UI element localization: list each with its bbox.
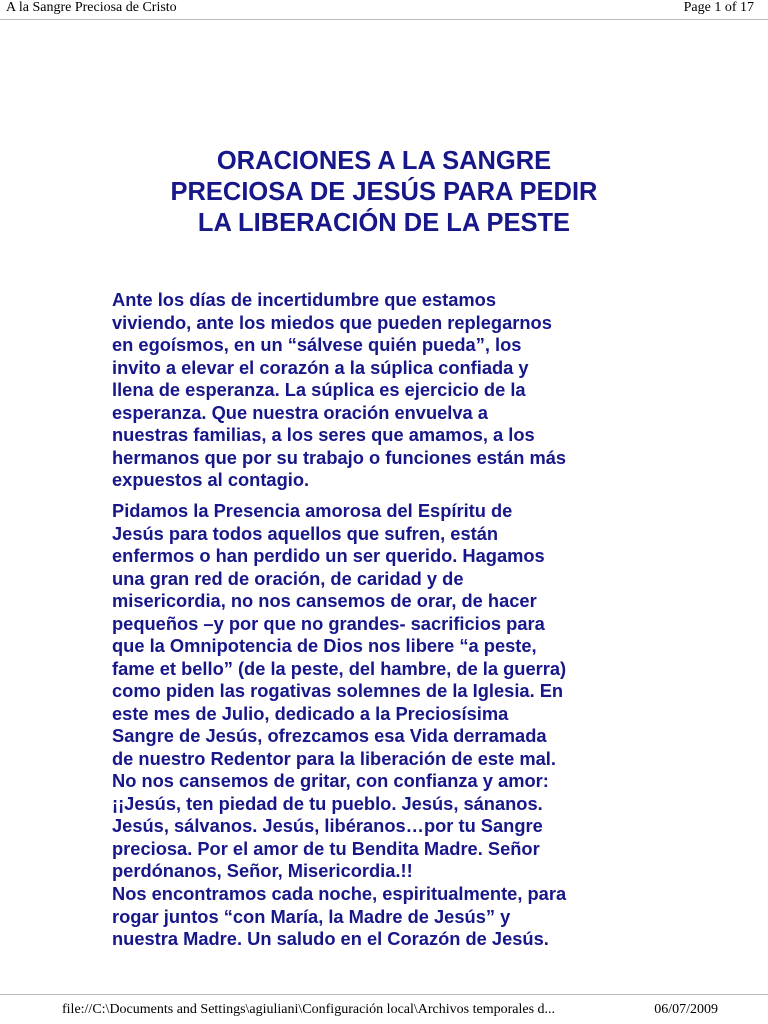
paragraph-2 [112,500,732,883]
text-line: ¡¡Jesús, ten piedad de tu pueblo. Jesús, sánanos. [112,792,543,814]
text-line: nuestra Madre. Un saludo en el Corazón de Jesús. [112,928,549,949]
title-line: ORACIONES A LA SANGRE [216,147,552,175]
print-date: 06/07/2009 [654,1002,718,1017]
file-path: file://C:\Documents and Settings\agiuliani\Configuración local\Archivos temporales d... [62,1002,556,1017]
text-line: de nuestro Redentor para la liberación de este mal. [112,747,556,769]
paragraph-1 [112,289,732,492]
text-line: en egoísmos, en un “sálvese quién pueda”, los [112,334,522,355]
text-line: expuestos al contagio. [112,469,310,490]
text-line: esperanza. Que nuestra oración envuelva a [112,401,488,423]
text-line: No nos cansemos de gritar, con confianza y amor: [112,770,549,791]
text-line: llena de esperanza. La súplica es ejercicio de la [112,379,526,400]
text-line: una gran red de oración, de caridad y de [112,567,464,589]
text-line: Nos encontramos cada noche, espiritualmente, para [112,883,567,904]
text-line: fame et bello” (de la peste, del hambre, de la guerra) [112,657,567,679]
text-line: que la Omnipotencia de Dios nos libere “a peste, [112,635,537,656]
text-line: rogar juntos “con María, la Madre de Jesús” y [112,905,511,927]
document-title: A la Sangre Preciosa de Cristo [6,0,177,15]
text-line: Jesús para todos aquellos que sufren, están [112,522,499,544]
text-line: Pidamos la Presencia amorosa del Espíritu de [112,500,513,521]
text-line: como piden las rogativas solemnes de la Iglesia. En [112,680,564,701]
text-line: Sangre de Jesús, ofrezcamos esa Vida derramada [112,725,547,746]
text-line: Ante los días de incertidumbre que estamos [112,289,497,310]
text-line: misericordia, no nos cansemos de orar, de hacer [112,590,537,611]
text-line: perdónanos, Señor, Misericordia.!! [112,860,413,881]
title-line: PRECIOSA DE JESÚS PARA PEDIR [170,178,598,206]
text-line: preciosa. Por el amor de tu Bendita Madre. Señor [112,837,540,859]
footer-rule [0,994,768,995]
text-line: hermanos que por su trabajo o funciones están más [112,446,567,468]
paragraph-3 [112,883,732,951]
title-line: LA LIBERACIÓN DE LA PESTE [197,209,571,237]
print-footer [0,1002,768,1022]
text-line: Jesús, sálvanos. Jesús, libéranos…por tu Sangre [112,815,543,836]
text-line: pequeños –y por que no grandes- sacrificios para [112,612,545,634]
text-line: nuestras familias, a los seres que amamos, a los [112,424,535,445]
text-line: enfermos o han perdido un ser querido. Hagamos [112,545,545,566]
page-number: Page 1 of 17 [683,0,754,15]
page-title [0,146,768,239]
text-line: viviendo, ante los miedos que pueden replegarnos [112,311,552,333]
header-rule [0,19,768,20]
text-line: este mes de Julio, dedicado a la Preciosísima [112,702,509,724]
text-line: invito a elevar el corazón a la súplica confiada y [112,356,529,378]
print-header [0,0,768,20]
